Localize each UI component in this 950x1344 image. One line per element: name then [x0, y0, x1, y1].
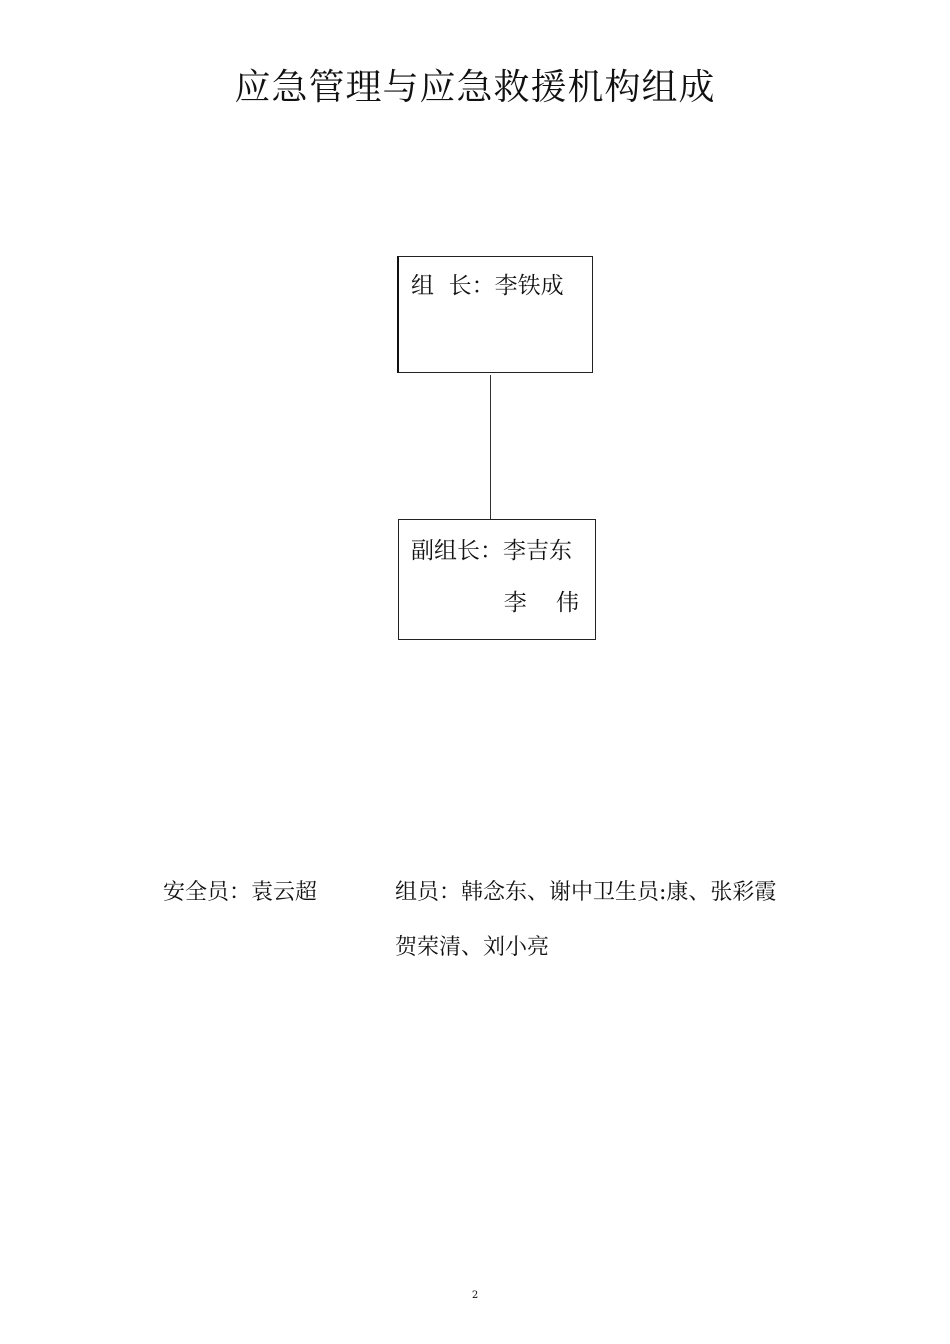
members-text-line-1: 组员：韩念东、谢中卫生员:康、张彩霞 — [395, 880, 777, 905]
leader-box — [397, 256, 593, 373]
connector-line — [490, 375, 491, 519]
page-title: 应急管理与应急救援机构组成 — [234, 67, 716, 108]
deputy-box — [398, 519, 596, 640]
deputy-label-line-1: 副组长：李吉东 — [411, 538, 572, 564]
deputy-label-line-2: 李 伟 — [503, 590, 579, 616]
page-number: 2 — [471, 1290, 479, 1301]
safety-officer-text: 安全员：袁云超 — [163, 880, 318, 905]
members-text-line-2: 贺荣清、刘小亮 — [395, 935, 550, 960]
leader-label: 组 长：李铁成 — [411, 273, 564, 299]
